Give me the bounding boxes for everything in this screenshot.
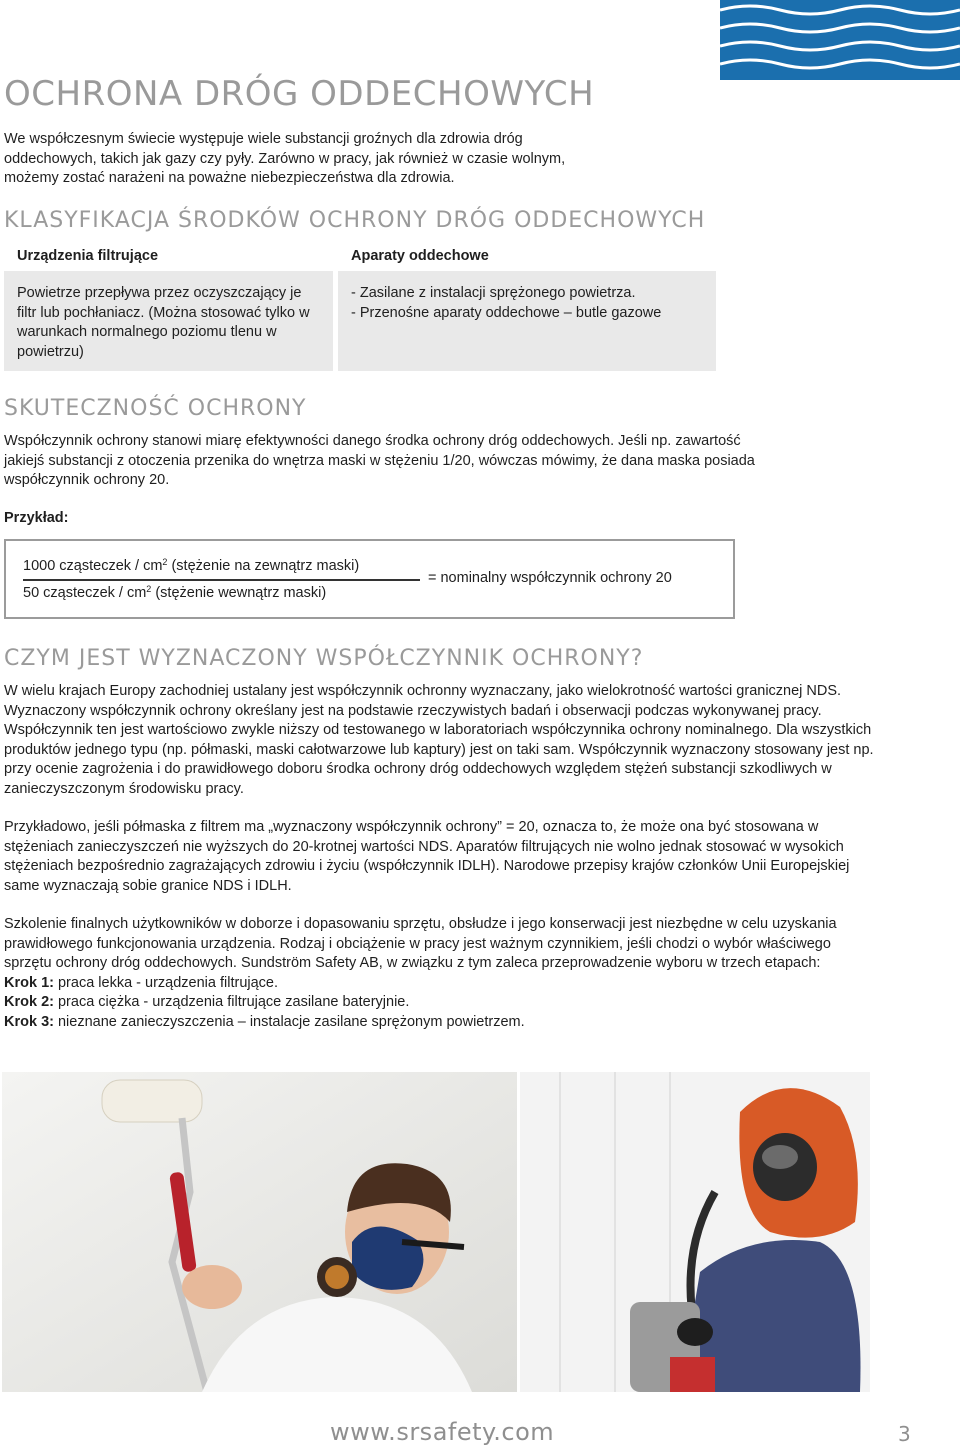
footer-url: www.srsafety.com [330, 1418, 555, 1446]
effectiveness-heading: SKUTECZNOŚĆ OCHRONY [4, 396, 307, 421]
effectiveness-paragraph: Współczynnik ochrony stanowi miarę efektywności danego środka ochrony dróg oddechowych. Jeśli np. zawartość jakiejś substancji z otoczenia przenika do wnętrza maski w stężeniu 1/20, wówczas mówimy, że dana maska posiada współczynnik ochrony 20. [4, 433, 755, 488]
training-paragraph: Szkolenie finalnych użytkowników w doborze i dopasowaniu sprzętu, obsłudze i jego konserwacji jest niezbędne w celu uzyskania prawidłowego funkcjonowania urządzenia. Rodzaj i obciążenie w pracy jest ważnym czynnikiem, jeśli chodzi o wybór właściwego sprzętu ochrony dróg oddechowych. Sundström Safety AB, w związku z tym zaleca przeprowadzenie wyboru w trzech etapach: [4, 916, 837, 971]
page-title: OCHRONA DRÓG ODDECHOWYCH [4, 74, 595, 114]
page-number: 3 [898, 1422, 911, 1446]
breathing-apparatus-line-2: - Przenośne aparaty oddechowe – butle gazowe [351, 304, 662, 321]
assigned-paragraph-1: W wielu krajach Europy zachodniej ustalany jest współczynnik ochronny wyznaczany, jako wielokrotność wartości granicznej NDS. Wyznaczony współczynnik ochrony określany jest na podstawie rzeczywistych badań i obserwacji podczas wykonywanej pracy. Współczynnik ten jest wartościowo zwykle niższy od testowanego w laboratoriach współczynnika ochrony nominalnego. Dla wszystkich produktów jednego typu (np. półmaski, maski całotwarzowe lub kaptury) jest on taki sam. Współczynnik wyznaczony stosowany jest np. przy ocenie zagrożenia i do prawidłowego doboru środka ochrony dróg oddechowych względem stężeń substancji szkodliwych w zanieczyszczonym środowisku pracy. [4, 683, 874, 797]
filtering-devices-title: Urządzenia filtrujące [17, 248, 159, 264]
training-block [4, 915, 874, 1032]
example-label: Przykład: [4, 510, 69, 526]
step-2: Krok 2: praca ciężka - urządzenia filtrujące zasilane bateryjnie. [4, 994, 410, 1010]
intro-paragraph: We współczesnym świecie występuje wiele substancji groźnych dla zdrowia dróg oddechowych, takich jak gazy czy pyły. Zarówno w pracy, jak również w czasie wolnym, możemy zostać narażeni na poważne niebezpieczeństwa dla zdrowia. [4, 131, 566, 186]
fraction-line [23, 579, 420, 581]
formula-box [4, 539, 735, 619]
photo-worker-orange-hood [520, 1072, 870, 1392]
step-3: Krok 3: nieznane zanieczyszczenia – instalacje zasilane sprężonym powietrzem. [4, 1013, 525, 1030]
formula-denominator: 50 cząsteczek / $cm^2$ (stężenie wewnątrz maski) [23, 584, 327, 601]
classification-heading: KLASYFIKACJA ŚRODKÓW OCHRONY DRÓG ODDECHOWYCH [4, 208, 706, 233]
formula-result: = nominalny współczynnik ochrony 20 [428, 570, 672, 586]
step-1: Krok 1: praca lekka - urządzenia filtrujące. [4, 974, 279, 991]
assigned-paragraph-2: Przykładowo, jeśli półmaska z filtrem ma „wyznaczony współczynnik ochrony” = 20, oznacza to, że może ona być stosowana w stężeniach zanieczyszczeń nie wyższych do 20-krotnej wartości NDS. Aparatów filtrujących nie wolno jednak stosować w wysokich stężeniach bezpośrednio zagrażających zdrowiu i życiu (współczynnik IDLH). Narodowe przepisy krajów członków Unii Europejskiej same wyznaczają sobie granice NDS i IDLH. [4, 819, 850, 894]
breathing-apparatus-line-1: - Zasilane z instalacji sprężonego powietrza. [351, 285, 636, 301]
filtering-devices-box [4, 271, 333, 371]
filtering-devices-text: Powietrze przepływa przez oczyszczający je filtr lub pochłaniacz. (Można stosować tylko w warunkach normalnego poziomu tlenu w powietrzu) [17, 285, 310, 360]
wave-logo [720, 0, 960, 80]
assigned-factor-heading: CZYM JEST WYZNACZONY WSPÓŁCZYNNIK OCHRONY? [4, 646, 644, 671]
wave-logo-graphic [720, 0, 960, 80]
breathing-apparatus-title: Aparaty oddechowe [351, 248, 489, 264]
photo-painter-half-mask [2, 1072, 517, 1392]
formula-numerator: 1000 cząsteczek / $cm^2$ (stężenie na zewnątrz maski) [23, 557, 360, 574]
breathing-apparatus-box [338, 271, 716, 371]
